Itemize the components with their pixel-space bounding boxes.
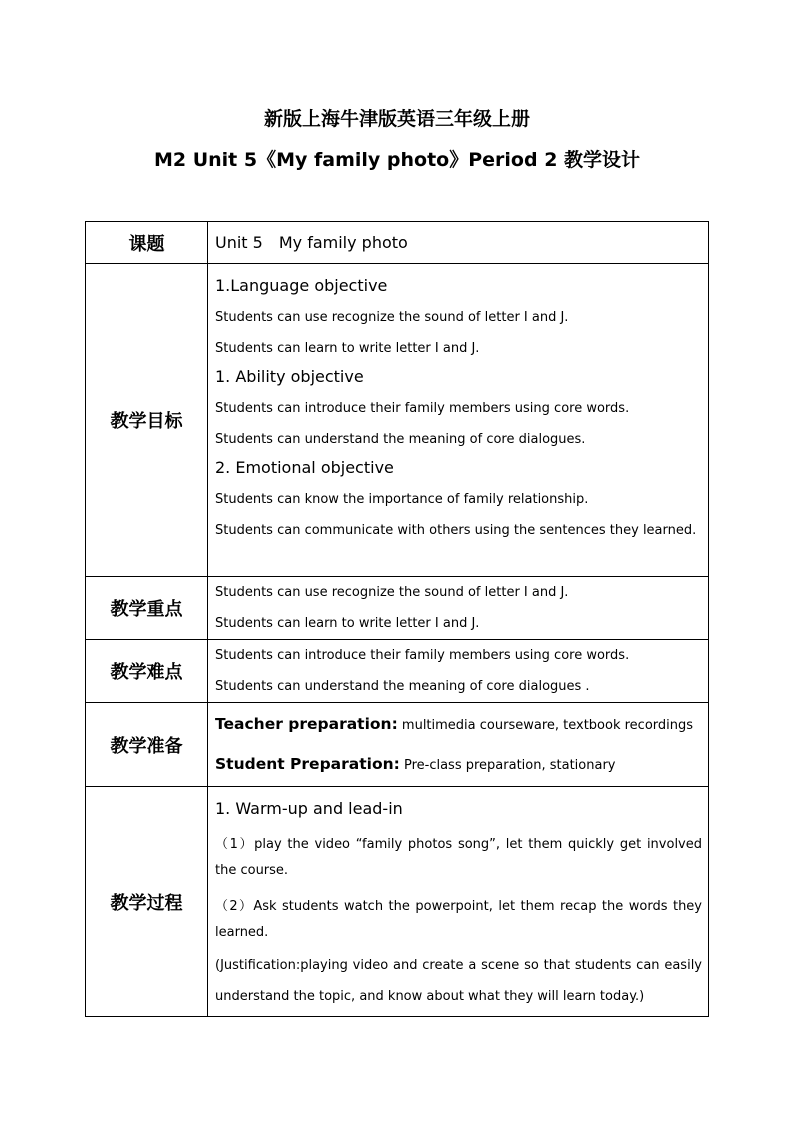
- difficulties-cell: [208, 640, 709, 703]
- row-label-key-points: 教学重点: [86, 577, 208, 640]
- key-point-line: Students can use recognize the sound of letter I and J.: [215, 585, 569, 600]
- teacher-preparation-value: multimedia courseware, textbook recordings: [397, 717, 694, 733]
- ability-objective-heading: 1. Ability objective: [215, 367, 364, 386]
- student-preparation-value: Pre-class preparation, stationary: [399, 757, 616, 773]
- key-point-line: Students can learn to write letter I and J.: [215, 616, 480, 631]
- document-title: 新版上海牛津版英语三年级上册: [263, 108, 530, 130]
- objective-line: Students can know the importance of family relationship.: [215, 492, 589, 507]
- table-row: [86, 264, 709, 577]
- objective-line: Students can use recognize the sound of letter I and J.: [215, 310, 569, 325]
- row-label-preparation: 教学准备: [86, 703, 208, 787]
- objective-line: Students can communicate with others using the sentences they learned.: [215, 523, 697, 538]
- teacher-preparation-label: Teacher preparation:: [215, 714, 398, 733]
- row-label-objectives: 教学目标: [86, 264, 208, 577]
- justification-note: (Justification:playing video and create a scene so that students can easily understand the topic, and know about what they will learn today.): [215, 958, 702, 1004]
- row-label-topic: 课题: [86, 222, 208, 264]
- key-points-cell: [208, 577, 709, 640]
- difficulty-line: Students can understand the meaning of core dialogues .: [215, 679, 590, 694]
- objective-line: Students can learn to write letter I and J.: [215, 341, 480, 356]
- warm-up-heading: 1. Warm-up and lead-in: [215, 799, 403, 818]
- process-step: （2）Ask students watch the powerpoint, let them recap the words they learned.: [215, 899, 702, 940]
- table-row: [86, 703, 709, 787]
- topic-value: Unit 5 My family photo: [215, 232, 408, 252]
- table-row: [86, 222, 709, 264]
- process-step: （1）play the video “family photos song”, let them quickly get involved the course.: [215, 837, 702, 878]
- table-row: [86, 577, 709, 640]
- objective-line: Students can understand the meaning of core dialogues.: [215, 432, 586, 447]
- lesson-plan-table: [85, 221, 709, 1017]
- student-preparation: [215, 756, 702, 774]
- student-preparation-label: Student Preparation:: [215, 754, 400, 773]
- objectives-cell: [208, 264, 709, 577]
- preparation-cell: [208, 703, 709, 787]
- row-label-difficulties: 教学难点: [86, 640, 208, 703]
- objective-line: Students can introduce their family members using core words.: [215, 401, 630, 416]
- table-row: [86, 787, 709, 1017]
- language-objective-heading: 1.Language objective: [215, 276, 388, 295]
- table-row: [86, 640, 709, 703]
- difficulty-line: Students can introduce their family members using core words.: [215, 648, 630, 663]
- emotional-objective-heading: 2. Emotional objective: [215, 458, 394, 477]
- document-subtitle: M2 Unit 5《My family photo》Period 2 教学设计: [153, 149, 641, 171]
- teacher-preparation: [215, 716, 702, 734]
- row-label-process: 教学过程: [86, 787, 208, 1017]
- topic-cell: [208, 222, 709, 264]
- process-cell: [208, 787, 709, 1017]
